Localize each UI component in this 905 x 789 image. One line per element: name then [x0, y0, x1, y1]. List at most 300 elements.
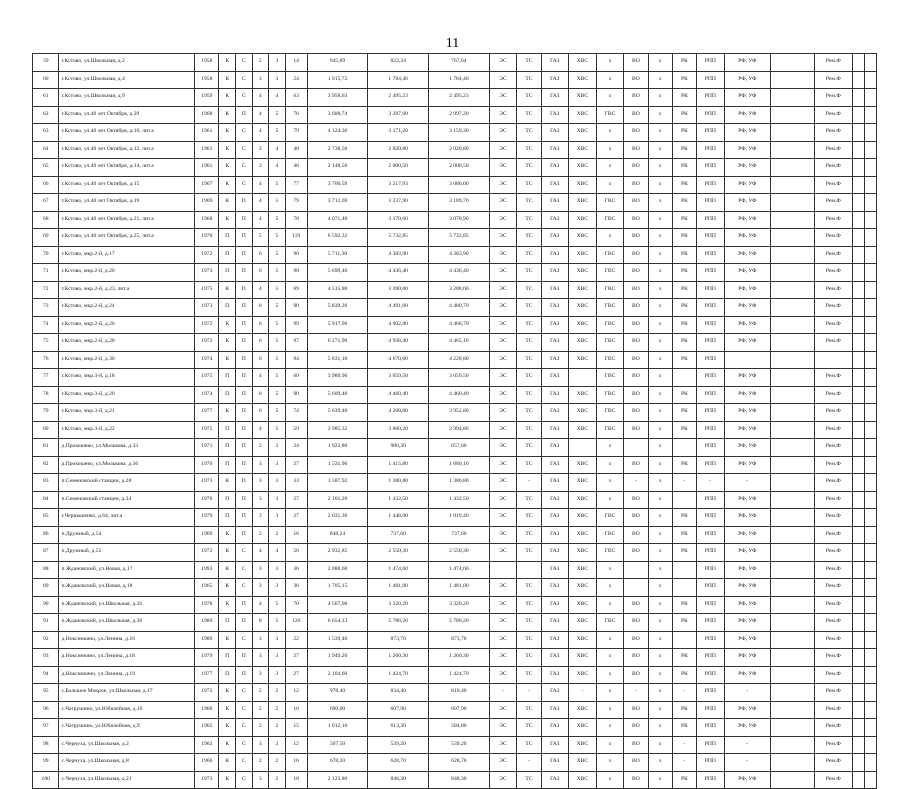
table-cell — [852, 666, 864, 684]
table-cell: С — [235, 701, 252, 719]
table-cell: РПП — [697, 334, 725, 352]
table-cell: П — [219, 649, 236, 667]
table-cell: 33 — [285, 474, 307, 492]
table-cell: 1966 — [195, 701, 219, 719]
table-cell: П — [235, 614, 252, 632]
table-cell: 4 — [269, 89, 286, 107]
table-cell: РК — [672, 229, 696, 247]
table-cell: 1976 — [195, 491, 219, 509]
table-cell: 1965 — [195, 719, 219, 737]
table-cell — [864, 421, 876, 439]
table-cell: 3 — [252, 456, 269, 474]
table-cell: 5 732,85 — [429, 229, 490, 247]
table-cell: 4 — [252, 176, 269, 194]
table-cell: 97 — [285, 334, 307, 352]
table-cell: П — [235, 211, 252, 229]
table-cell — [852, 316, 864, 334]
table-cell — [864, 491, 876, 509]
table-cell: ГАЗ — [541, 456, 569, 474]
table-cell: 3 985,32 — [307, 421, 368, 439]
table-row — [33, 386, 877, 404]
table-cell — [864, 684, 876, 702]
table-cell: - — [672, 736, 696, 754]
table-cell: РПП — [697, 141, 725, 159]
address-cell: г.Кстово, мкр.2-й, д.23, лит.а — [59, 281, 195, 299]
table-cell: 63 — [33, 124, 59, 142]
table-cell: 978,40 — [307, 684, 368, 702]
table-row — [33, 141, 877, 159]
table-cell: ВО — [624, 719, 648, 737]
table-cell: 96 — [33, 701, 59, 719]
table-cell: х — [596, 684, 624, 702]
table-cell: ГВС — [596, 544, 624, 562]
table-cell — [864, 316, 876, 334]
table-cell: 5 — [269, 334, 286, 352]
address-cell: с.Чагрушино, ул.Юбилейная, д.10 — [59, 701, 195, 719]
table-cell: П — [235, 649, 252, 667]
table-cell: 3 287,60 — [368, 106, 429, 124]
table-cell: 79 — [285, 194, 307, 212]
table-cell: ГАЗ — [541, 684, 569, 702]
table-cell: ТС — [517, 421, 541, 439]
table-cell: РФ, УФ — [724, 71, 770, 89]
table-cell: П — [235, 106, 252, 124]
table-cell: Рем.Ф — [815, 771, 853, 789]
table-cell — [864, 614, 876, 632]
table-cell: ЭС — [489, 404, 517, 422]
table-cell: РК — [672, 71, 696, 89]
table-cell: Рем.Ф — [815, 89, 853, 107]
table-cell: РПП — [697, 666, 725, 684]
table-cell: 1962 — [195, 736, 219, 754]
table-cell: 767,64 — [429, 54, 490, 72]
table-cell: ГАЗ — [541, 246, 569, 264]
table-cell: РК — [672, 456, 696, 474]
table-cell: 5 732,85 — [368, 229, 429, 247]
table-cell: 2 000,50 — [368, 159, 429, 177]
table-cell: ТС — [517, 526, 541, 544]
table-cell: 4 465,10 — [429, 334, 490, 352]
table-cell: 8 — [252, 614, 269, 632]
table-cell: С — [235, 736, 252, 754]
table-cell: 48 — [285, 159, 307, 177]
table-cell: РПП — [697, 124, 725, 142]
address-cell: г.Кстово, мкр.2-й, д.20 — [59, 264, 195, 282]
table-cell — [770, 106, 814, 124]
table-cell: РПП — [697, 736, 725, 754]
table-cell: 1961 — [195, 141, 219, 159]
table-cell: РК — [672, 649, 696, 667]
table-cell — [770, 614, 814, 632]
table-cell: х — [648, 736, 672, 754]
table-cell: 613,30 — [368, 719, 429, 737]
address-cell: г.Кстово, мкр.2-й, д.26 — [59, 316, 195, 334]
table-cell: 6 654,13 — [307, 614, 368, 632]
table-cell: РФ, УФ — [724, 264, 770, 282]
table-cell: 4 902,80 — [368, 316, 429, 334]
table-cell: 2 123,80 — [307, 771, 368, 789]
table-cell: 1967 — [195, 176, 219, 194]
table-cell: РПП — [697, 631, 725, 649]
table-cell: 3 — [269, 649, 286, 667]
table-cell: ХВС — [569, 491, 597, 509]
table-cell: РК — [672, 404, 696, 422]
table-cell: 3 078,90 — [429, 211, 490, 229]
table-cell: 95 — [33, 684, 59, 702]
table-cell — [770, 526, 814, 544]
table-cell: РК — [672, 141, 696, 159]
address-cell: г.Кстово, ул.40 лет Октября, д.15 — [59, 176, 195, 194]
table-cell: ТС — [517, 334, 541, 352]
table-cell: РФ, УФ — [724, 596, 770, 614]
table-cell: ХВС — [569, 54, 597, 72]
table-cell: 5 — [269, 124, 286, 142]
table-cell: ТС — [517, 491, 541, 509]
table-cell: К — [219, 141, 236, 159]
table-cell: ГАЗ — [541, 719, 569, 737]
table-cell: 1972 — [195, 334, 219, 352]
table-cell: ГАЗ — [541, 631, 569, 649]
table-cell: х — [648, 281, 672, 299]
table-cell: ЭС — [489, 246, 517, 264]
table-cell: 678,20 — [307, 754, 368, 772]
table-cell: ХВС — [569, 754, 597, 772]
table-cell: х — [596, 54, 624, 72]
table-cell: 5 917,90 — [307, 316, 368, 334]
table-cell: х — [596, 141, 624, 159]
table-cell: К — [219, 701, 236, 719]
table-cell: х — [648, 491, 672, 509]
table-row — [33, 281, 877, 299]
table-row — [33, 176, 877, 194]
table-cell: 4 — [269, 544, 286, 562]
table-cell: П — [219, 456, 236, 474]
table-cell — [864, 369, 876, 387]
address-cell: п.Ждановский, ул.Новая, д.17 — [59, 561, 195, 579]
table-cell — [852, 421, 864, 439]
table-cell: 848,24 — [307, 526, 368, 544]
table-cell: ЭС — [489, 544, 517, 562]
table-cell: 1959 — [195, 89, 219, 107]
table-cell: ВО — [624, 246, 648, 264]
table-cell: 48 — [285, 141, 307, 159]
table-cell: 78 — [285, 211, 307, 229]
table-row — [33, 264, 877, 282]
table-cell: ЭС — [489, 719, 517, 737]
table-cell: ГАЗ — [541, 106, 569, 124]
table-cell — [864, 159, 876, 177]
table-cell — [864, 299, 876, 317]
table-cell — [864, 141, 876, 159]
table-cell — [864, 264, 876, 282]
table-cell: ВО — [624, 509, 648, 527]
table-cell: х — [648, 456, 672, 474]
table-cell — [864, 439, 876, 457]
table-cell: 14 — [285, 54, 307, 72]
table-cell: П — [235, 246, 252, 264]
table-cell: 2 — [269, 684, 286, 702]
table-cell: 810,40 — [429, 684, 490, 702]
table-cell: 92 — [33, 631, 59, 649]
table-cell: - — [672, 684, 696, 702]
table-cell: ВО — [624, 176, 648, 194]
table-cell — [864, 754, 876, 772]
table-cell — [770, 281, 814, 299]
table-cell: 5 — [269, 211, 286, 229]
address-cell: г.Кстово, мкр.3-й, д.20 — [59, 386, 195, 404]
table-cell: П — [219, 386, 236, 404]
table-cell: х — [596, 754, 624, 772]
table-cell: РК — [672, 54, 696, 72]
table-cell: Рем.Ф — [815, 421, 853, 439]
table-cell: ГАЗ — [541, 141, 569, 159]
table-cell: РПП — [697, 316, 725, 334]
table-cell: 1976 — [195, 456, 219, 474]
table-cell: ХВС — [569, 351, 597, 369]
table-cell: ЭС — [489, 509, 517, 527]
table-cell: 4 383,90 — [368, 246, 429, 264]
table-cell: ЭС — [489, 736, 517, 754]
table-row — [33, 421, 877, 439]
table-cell: 873,70 — [368, 631, 429, 649]
table-cell — [569, 439, 597, 457]
table-cell: ВО — [624, 141, 648, 159]
table-cell: ХВС — [569, 631, 597, 649]
table-cell — [770, 141, 814, 159]
table-cell: 12 — [285, 736, 307, 754]
table-row — [33, 246, 877, 264]
table-cell: 2 495,23 — [368, 89, 429, 107]
address-cell: с.Чернуха, ул.Школьная, д.8 — [59, 754, 195, 772]
table-cell — [864, 386, 876, 404]
table-cell: 2 031,30 — [307, 509, 368, 527]
table-cell: РФ, УФ — [724, 404, 770, 422]
address-cell: г.Кстово, мкр.3-й, д.21 — [59, 404, 195, 422]
table-cell: 5 711,30 — [307, 246, 368, 264]
table-cell: РПП — [697, 614, 725, 632]
table-cell: х — [648, 544, 672, 562]
page-number: 11 — [445, 36, 460, 51]
table-cell: 1968 — [195, 106, 219, 124]
table-cell — [864, 71, 876, 89]
table-cell: РПП — [697, 439, 725, 457]
table-cell: 3 — [252, 509, 269, 527]
table-cell: 873,70 — [429, 631, 490, 649]
table-cell — [852, 561, 864, 579]
table-cell: ГВС — [596, 526, 624, 544]
table-cell: х — [596, 596, 624, 614]
address-cell: г.Кстово, мкр.2-й, д.17 — [59, 246, 195, 264]
table-cell — [672, 491, 696, 509]
address-cell: с.Чернуха, ул.Школьная, д.2 — [59, 736, 195, 754]
table-cell: РПП — [697, 684, 725, 702]
table-cell: РФ, УФ — [724, 369, 770, 387]
table-cell: 5 — [269, 404, 286, 422]
table-cell: х — [648, 439, 672, 457]
table-cell — [852, 194, 864, 212]
table-cell: РФ, УФ — [724, 421, 770, 439]
table-cell: 2 020,80 — [368, 141, 429, 159]
table-cell: РФ, УФ — [724, 159, 770, 177]
table-cell — [864, 561, 876, 579]
table-cell: 1 474,60 — [368, 561, 429, 579]
table-cell: 67 — [33, 194, 59, 212]
table-cell: 1 415,80 — [368, 456, 429, 474]
table-cell: х — [648, 404, 672, 422]
table-cell: 5 609,40 — [307, 386, 368, 404]
table-cell: 1 260,30 — [429, 649, 490, 667]
table-cell: Рем.Ф — [815, 334, 853, 352]
table-cell: 1961 — [195, 159, 219, 177]
table-cell: РК — [672, 124, 696, 142]
table-cell: х — [648, 159, 672, 177]
table-cell: ГАЗ — [541, 491, 569, 509]
table-cell: 2 550,30 — [368, 544, 429, 562]
table-cell: ЭС — [489, 124, 517, 142]
table-cell: РПП — [697, 491, 725, 509]
table-cell: 3 — [269, 71, 286, 89]
table-cell: ГАЗ — [541, 124, 569, 142]
table-cell — [852, 246, 864, 264]
table-cell: 2 994,86 — [429, 421, 490, 439]
table-cell: 86 — [33, 526, 59, 544]
table-cell: С — [235, 124, 252, 142]
table-cell: 5 — [269, 176, 286, 194]
table-cell — [864, 649, 876, 667]
table-cell: Рем.Ф — [815, 404, 853, 422]
table-cell — [770, 71, 814, 89]
table-cell: ВО — [624, 54, 648, 72]
table-cell: х — [596, 176, 624, 194]
table-cell — [852, 141, 864, 159]
address-cell: г.Кстово, ул.40 лет Октября, д.19 — [59, 194, 195, 212]
table-cell: 1965 — [195, 579, 219, 597]
table-cell: 89 — [33, 579, 59, 597]
table-cell: РК — [672, 281, 696, 299]
table-cell: 1 380,80 — [368, 474, 429, 492]
table-cell: х — [648, 351, 672, 369]
table-cell: 1971 — [195, 439, 219, 457]
table-cell: РК — [672, 351, 696, 369]
table-cell: ТС — [517, 719, 541, 737]
table-cell: 628,70 — [368, 754, 429, 772]
table-cell: ХВС — [569, 89, 597, 107]
table-cell: Рем.Ф — [815, 229, 853, 247]
table-cell: 85 — [33, 509, 59, 527]
table-cell — [852, 754, 864, 772]
table-cell: х — [648, 754, 672, 772]
table-cell: 22 — [285, 631, 307, 649]
table-cell: 5 — [269, 614, 286, 632]
table-cell: ХВС — [569, 736, 597, 754]
table-cell: РК — [672, 316, 696, 334]
table-cell: Рем.Ф — [815, 579, 853, 597]
table-cell: 83 — [33, 474, 59, 492]
table-cell: ТС — [517, 211, 541, 229]
table-cell: П — [235, 194, 252, 212]
table-cell: 16 — [285, 701, 307, 719]
table-cell: ХВС — [569, 229, 597, 247]
table-cell: 690,00 — [307, 701, 368, 719]
table-cell: ГАЗ — [541, 229, 569, 247]
table-cell: П — [219, 369, 236, 387]
table-cell — [770, 666, 814, 684]
table-cell: 3 320,20 — [429, 596, 490, 614]
table-cell: 5 — [269, 316, 286, 334]
table-cell: 36 — [285, 579, 307, 597]
table-cell: РФ, УФ — [724, 666, 770, 684]
table-cell — [864, 246, 876, 264]
table-cell: 5 — [252, 229, 269, 247]
table-cell: х — [648, 421, 672, 439]
table-cell: 60 — [285, 369, 307, 387]
table-cell — [852, 351, 864, 369]
table-row — [33, 649, 877, 667]
table-cell: х — [648, 71, 672, 89]
table-cell: Рем.Ф — [815, 439, 853, 457]
table-cell: 5 786,20 — [368, 614, 429, 632]
table-cell: ТС — [517, 124, 541, 142]
table-cell: 6 — [252, 316, 269, 334]
table-cell — [770, 404, 814, 422]
table-cell: 119 — [285, 229, 307, 247]
table-cell: 1 474,60 — [429, 561, 490, 579]
table-row — [33, 194, 877, 212]
table-cell: 1 260,30 — [368, 649, 429, 667]
table-cell: ТС — [517, 351, 541, 369]
table-cell: 6 — [252, 246, 269, 264]
address-cell: г.Кстово, мкр.2-й, д.28 — [59, 334, 195, 352]
table-cell — [852, 89, 864, 107]
table-cell: ХВС — [569, 176, 597, 194]
table-cell: 1 539,40 — [307, 631, 368, 649]
table-cell: 3 — [269, 579, 286, 597]
table-cell: ГВС — [596, 386, 624, 404]
table-cell — [852, 386, 864, 404]
table-cell: 2 — [269, 754, 286, 772]
table-cell: С — [235, 89, 252, 107]
address-cell: г.Кстово, ул.40 лет Октября, д.10, лит.а — [59, 124, 195, 142]
table-cell: ХВС — [569, 421, 597, 439]
table-cell: ЭС — [489, 106, 517, 124]
table-cell: С — [235, 176, 252, 194]
table-row — [33, 544, 877, 562]
table-cell: 79 — [285, 124, 307, 142]
table-cell — [852, 404, 864, 422]
table-cell: ЭС — [489, 369, 517, 387]
table-cell: РФ, УФ — [724, 281, 770, 299]
table-cell: РПП — [697, 351, 725, 369]
table-row — [33, 211, 877, 229]
table-cell: 1972 — [195, 684, 219, 702]
table-cell — [852, 614, 864, 632]
table-row — [33, 509, 877, 527]
table-cell: Рем.Ф — [815, 666, 853, 684]
table-cell: 6 — [252, 299, 269, 317]
table-cell: 539,20 — [429, 736, 490, 754]
table-cell — [864, 596, 876, 614]
table-cell: 24 — [285, 439, 307, 457]
table-cell: РФ, УФ — [724, 561, 770, 579]
table-cell: 3 — [269, 491, 286, 509]
table-cell: С — [235, 719, 252, 737]
table-cell: 90 — [285, 299, 307, 317]
table-cell: ГАЗ — [541, 71, 569, 89]
table-cell: 980,30 — [368, 439, 429, 457]
table-cell — [852, 106, 864, 124]
table-cell: ЭС — [489, 334, 517, 352]
table-cell: 27 — [285, 456, 307, 474]
